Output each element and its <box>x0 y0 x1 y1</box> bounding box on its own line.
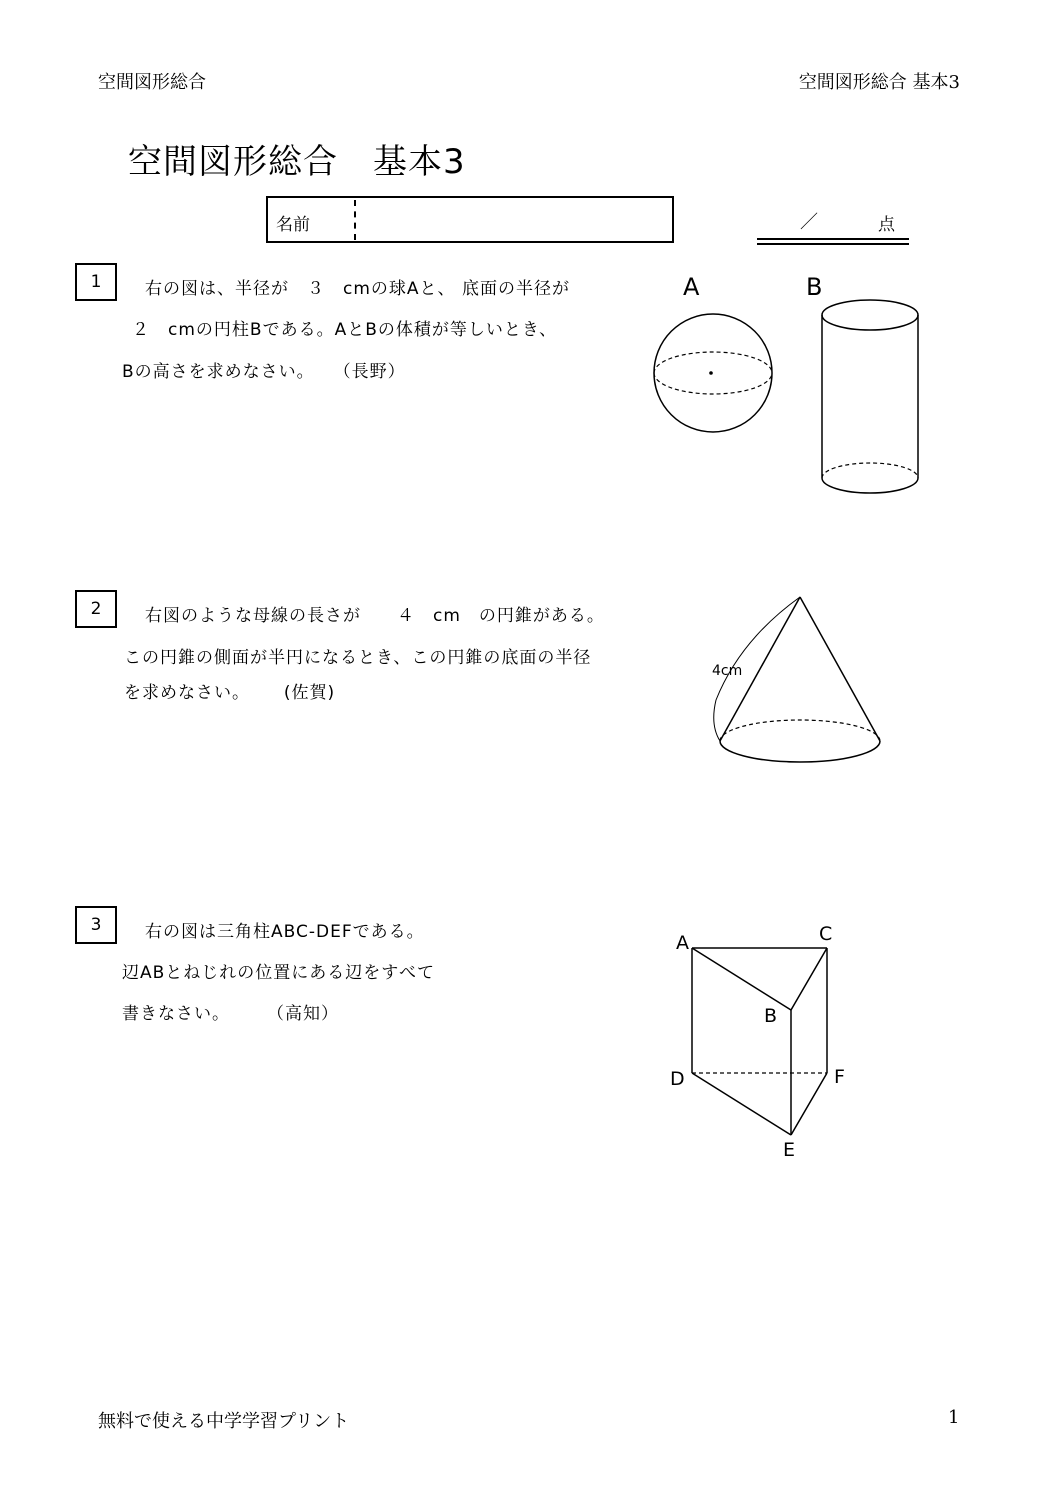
vertex-b-label: B <box>764 1005 778 1027</box>
vertex-c-label: C <box>819 923 833 945</box>
cone-base-back <box>720 720 880 741</box>
figure-label-b: B <box>806 273 823 301</box>
page-title: 空間図形総合 基本3 <box>128 142 466 182</box>
edge-de <box>692 1073 791 1135</box>
question-2-line-1: 右図のような母線の長さが ４ cm の円錐がある。 <box>145 606 605 626</box>
question-1-line-3: Bの高さを求めなさい。 （長野） <box>122 362 406 382</box>
header-left: 空間図形総合 <box>98 72 206 93</box>
vertex-e-label: E <box>783 1139 796 1161</box>
question-3-line-2: 辺ABとねじれの位置にある辺をすべて <box>122 963 435 983</box>
question-3-line-3: 書きなさい。 （高知） <box>122 1004 339 1024</box>
cylinder-bottom-back <box>822 463 918 478</box>
cylinder-bottom-front <box>822 478 918 493</box>
header-right: 空間図形総合 基本3 <box>798 72 960 93</box>
score-slash: ／ <box>800 212 818 233</box>
question-2-line-2: この円錐の側面が半円になるとき、この円錐の底面の半径 <box>124 648 592 668</box>
question-2-line-3: を求めなさい。 (佐賀) <box>124 683 336 703</box>
cylinder-top <box>822 300 918 330</box>
score-underline-1 <box>757 238 909 240</box>
question-2-figure <box>690 585 900 770</box>
name-divider <box>354 200 356 240</box>
figure-label-a: A <box>683 273 700 301</box>
edge-bc <box>791 948 827 1010</box>
question-1-figure <box>640 262 940 507</box>
vertex-a-label: A <box>676 932 689 954</box>
name-field[interactable] <box>266 196 674 243</box>
page-number: 1 <box>948 1407 960 1428</box>
edge-ab <box>692 948 791 1010</box>
question-2-number: 2 <box>75 590 117 628</box>
cone-right-slant <box>800 597 880 741</box>
score-underline-2 <box>757 243 909 245</box>
slant-length-label: 4cm <box>712 663 743 679</box>
sphere-outline <box>654 314 772 432</box>
name-label: 名前 <box>276 215 310 235</box>
question-1-line-2: ２ cmの円柱Bである。AとBの体積が等しいとき、 <box>132 320 558 340</box>
sphere-center-dot <box>709 371 713 375</box>
footer-left: 無料で使える中学学習プリント <box>98 1411 350 1432</box>
question-3-number: 3 <box>75 906 117 944</box>
question-1-line-1: 右の図は、半径が ３ cmの球Aと、 底面の半径が <box>145 279 570 299</box>
vertex-d-label: D <box>670 1068 685 1090</box>
cone-base-front <box>720 741 880 762</box>
sphere-equator-back <box>654 352 772 373</box>
question-3-line-1: 右の図は三角柱ABC-DEFである。 <box>145 922 425 942</box>
question-3-figure <box>660 915 860 1165</box>
edge-ef <box>791 1073 827 1135</box>
score-unit: 点 <box>878 215 895 235</box>
question-1-number: 1 <box>75 263 117 301</box>
sphere-equator-front <box>654 373 772 394</box>
vertex-f-label: F <box>834 1066 845 1088</box>
